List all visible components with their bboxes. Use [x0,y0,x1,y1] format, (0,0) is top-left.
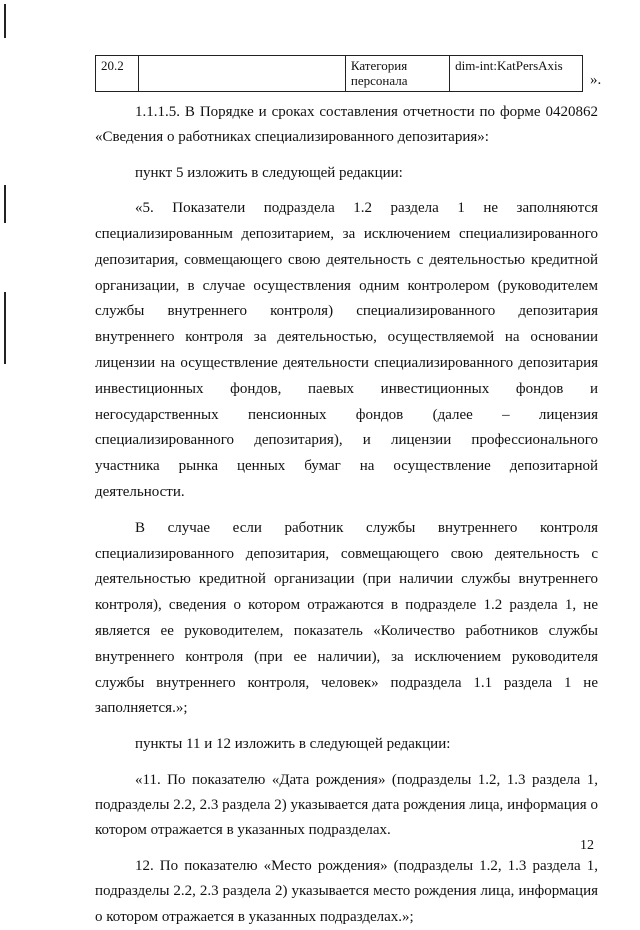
margin-bar-lower [4,292,6,364]
page-number: 12 [580,838,594,853]
paragraph-point-5: «5. Показатели подраздела 1.2 раздела 1 не заполняются специализированным депозитарием, за исключением специализированного депозитария, совмещающего свою деятельность с деятельностью кредитной организации, в случае осуществления одним контролером (руководителем службы внутреннего контроля) специализированного депозитария внутреннего контроля за деятельностью, осуществляемой на основании лицензии на осуществление деятельности специализированного депозитария инвестиционных фондов, паевых инвестиционных фондов и негосударственных пенсионных фондов (далее – лицензия специализированного депозитария), и лицензии профессионального участника рынка ценных бумаг на осуществление депозитарной деятельности. [95,200,598,500]
table-block [95,55,600,92]
indicator-table [95,55,583,92]
table-close-quote: ». [590,72,602,88]
margin-bar-middle [4,185,6,223]
row-category-cell: Категория персонала [345,56,449,92]
paragraph-points-11-12-intro: пункты 11 и 12 изложить в следующей редакции: [135,736,451,753]
row-code-cell: 20.2 [96,56,139,92]
table-row [96,56,583,92]
row-axis-cell: dim-int:KatPersAxis [450,56,583,92]
paragraph-point-5-intro: пункт 5 изложить в следующей редакции: [135,164,403,181]
document-body [95,100,598,930]
paragraph-point-11: «11. По показателю «Дата рождения» (подразделы 1.2, 1.3 раздела 1, подразделы 2.2, 2.3 раздела 2) указывается дата рождения лица, информация о котором отражается в указанных подразделах. [95,771,598,839]
paragraph-point-12: 12. По показателю «Место рождения» (подразделы 1.2, 1.3 раздела 1, подразделы 2.2, 2.3 раздела 2) указывается место рождения лица, информация о котором отражается в указанных подразделах.»; [95,857,598,925]
paragraph-internal-control: В случае если работник службы внутреннего контроля специализированного депозитария, совмещающего свою деятельность с деятельностью кредитной организации (при наличии службы внутреннего контроля), сведения о котором отражаются в подразделе 1.2 раздела 1, не является ее руководителем, показатель «Количество работников службы внутреннего контроля (при ее наличии), за исключением руководителя службы внутреннего контроля, человек» подраздела 1.1 раздела 1 не заполняется.»; [95,519,598,717]
margin-bar-top [4,4,6,38]
paragraph-1-1-1-5: 1.1.1.5. В Порядке и сроках составления отчетности по форме 0420862 «Сведения о работниках специализированного депозитария»: [95,104,598,146]
row-empty-cell [138,56,345,92]
